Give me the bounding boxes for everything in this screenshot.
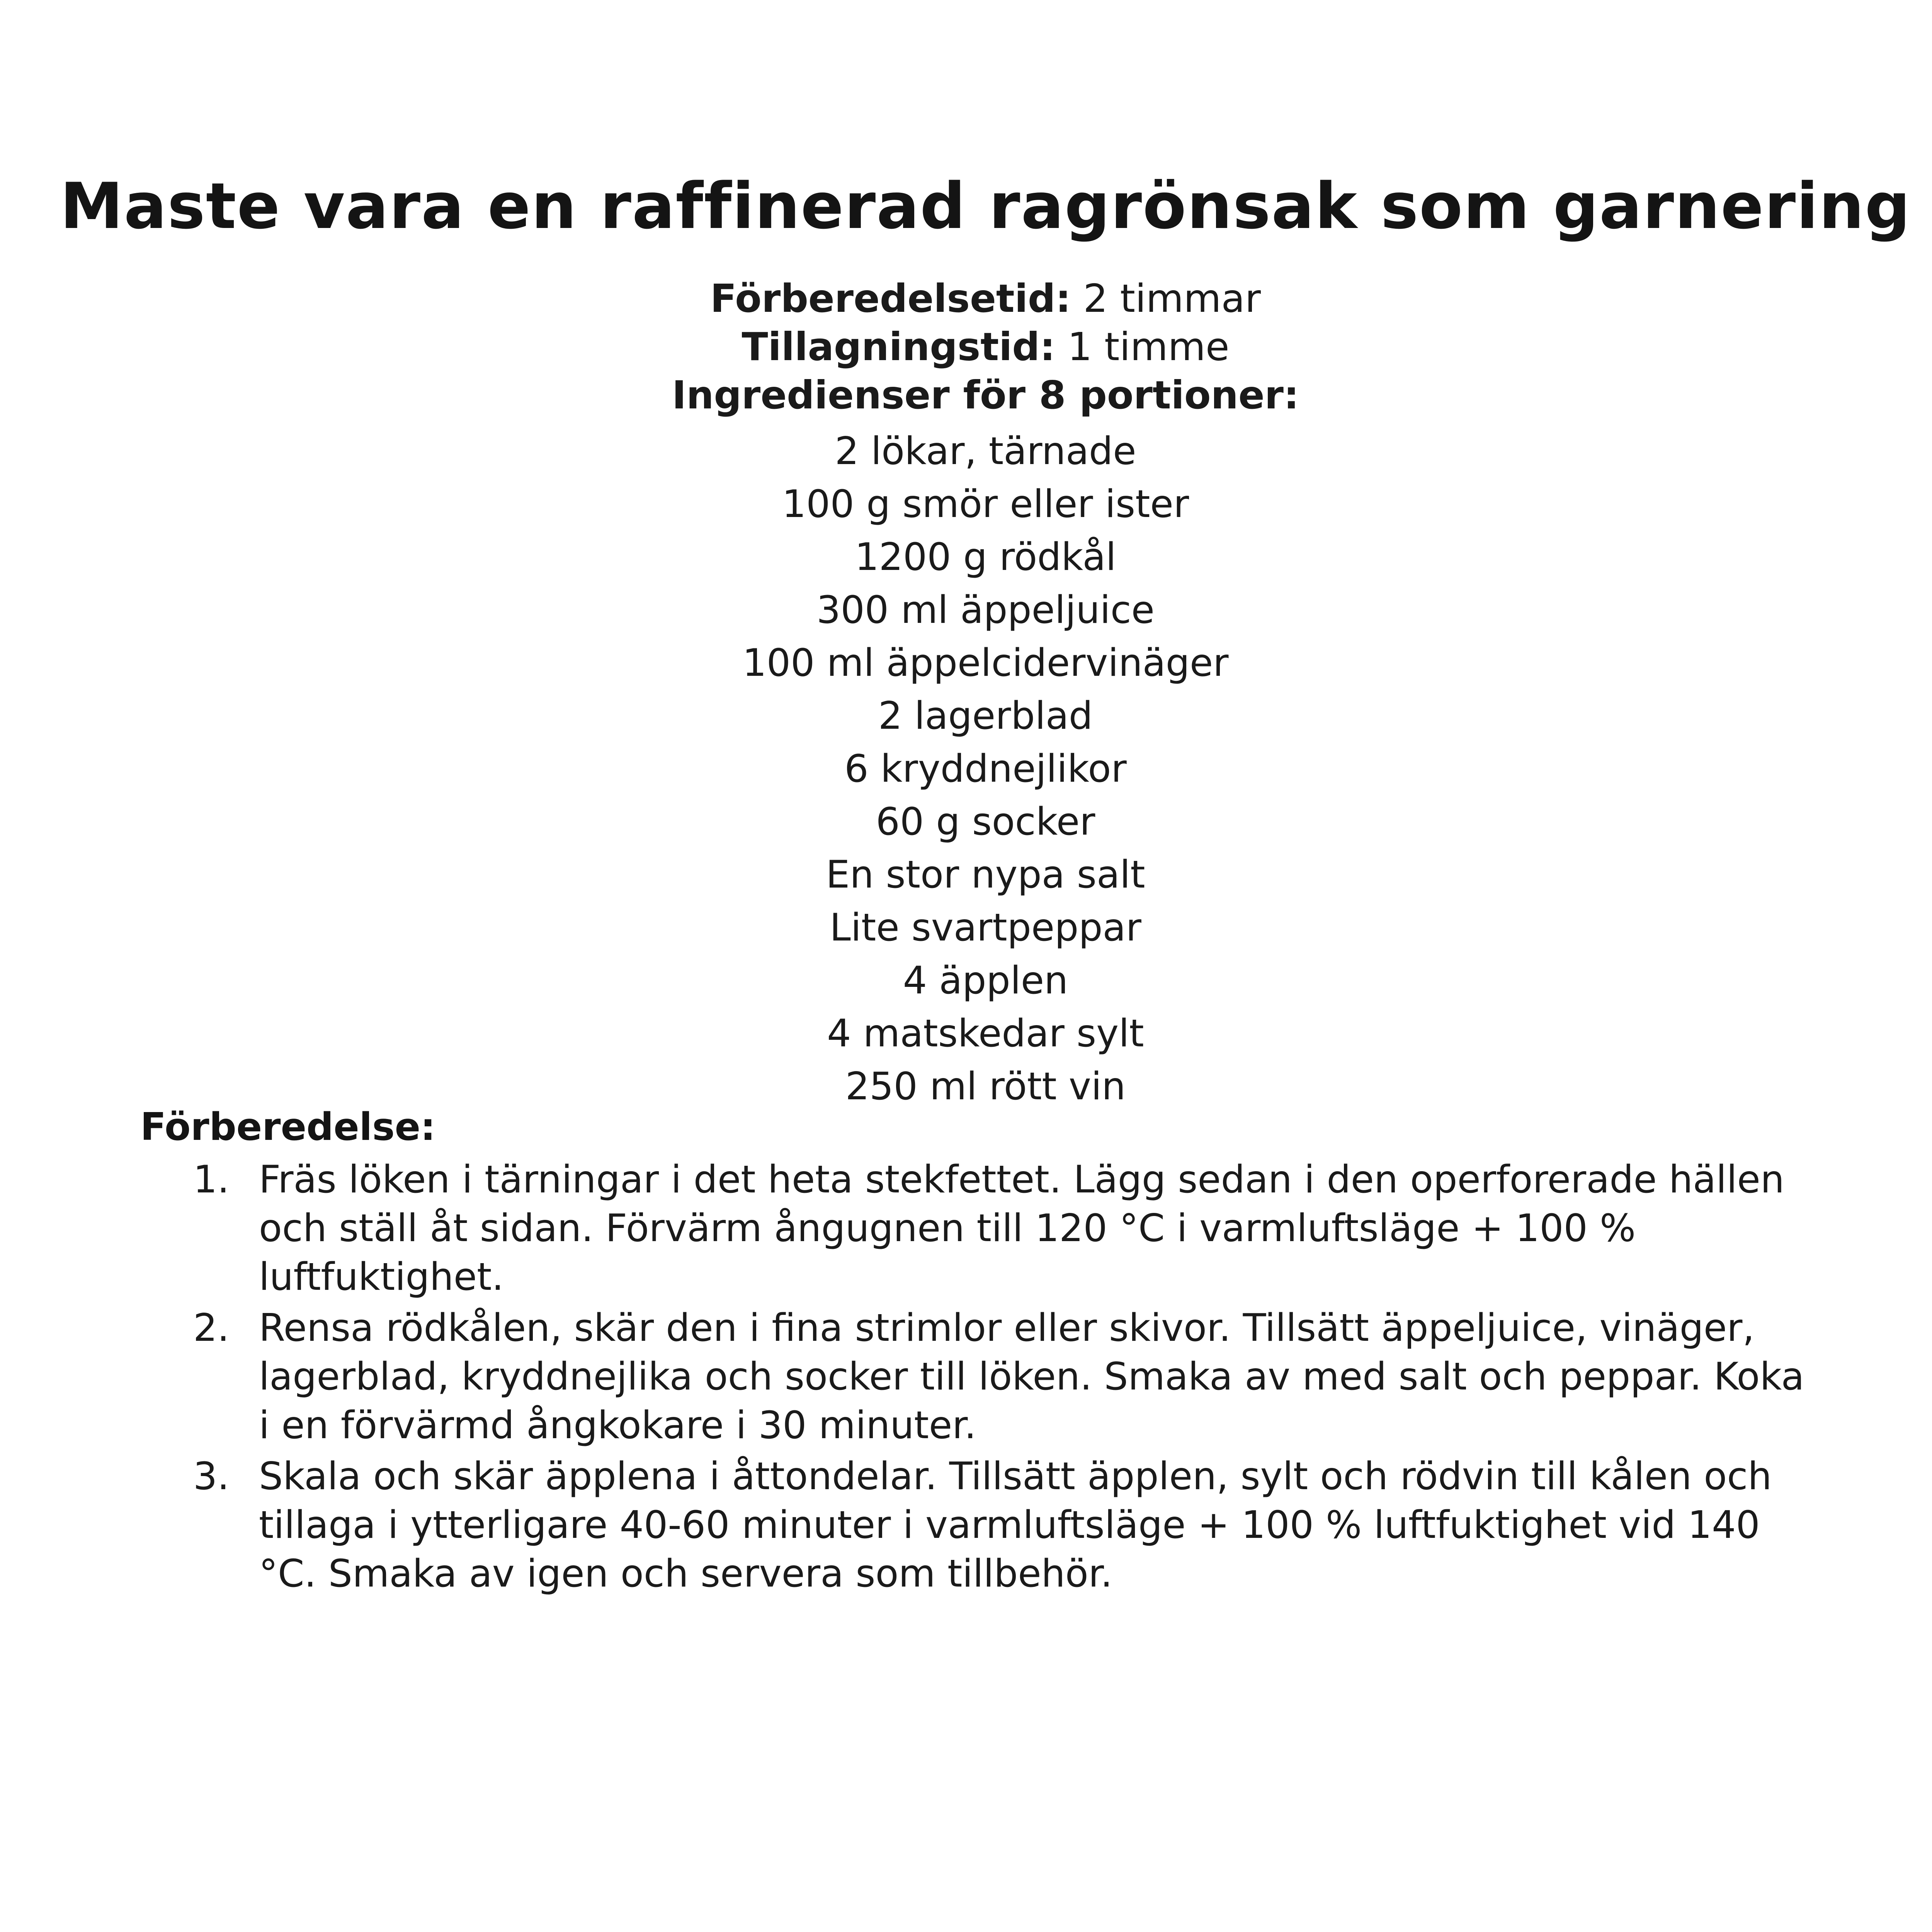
recipe-meta — [0, 274, 1932, 419]
step-item — [193, 1155, 1816, 1301]
ingredient-list — [0, 425, 1932, 1113]
ingredient-item: 4 matskedar sylt — [827, 1012, 1144, 1056]
ingredient-item: 1200 g rödkål — [855, 535, 1116, 579]
prep-time — [0, 274, 1932, 323]
cook-time-value: 1 timme — [1055, 324, 1230, 369]
prep-time-label: Förberedelsetid: — [710, 276, 1071, 321]
step-number: 1. — [193, 1158, 230, 1202]
step-number: 2. — [193, 1306, 230, 1350]
ingredient-item: 250 ml rött vin — [845, 1065, 1126, 1109]
ingredient-item: 60 g socker — [876, 800, 1095, 844]
ingredient-item: 100 ml äppelcidervinäger — [742, 641, 1229, 685]
recipe-title: Maste vara en raffinerad ragrönsak som garnering — [60, 169, 1911, 243]
ingredient-item: 2 lökar, tärnade — [835, 429, 1136, 473]
cook-time — [0, 323, 1932, 371]
step-text: Skala och skär äpplena i åttondelar. Tillsätt äpplen, sylt och rödvin till kålen och tillaga i ytterligare 40-60 minuter i varmluftsläge + 100 % luftfuktighet vid 140 °C. Smaka av igen och servera som tillbehör. — [259, 1454, 1772, 1596]
ingredient-item: Lite svartpeppar — [830, 906, 1141, 950]
prep-time-value: 2 timmar — [1071, 276, 1261, 321]
step-text: Rensa rödkålen, skär den i fina strimlor eller skivor. Tillsätt äppeljuice, vinäger, lagerblad, kryddnejlika och socker till löken. Smaka av med salt och peppar. Koka i en förvärmd ångkokare i 30 minuter. — [259, 1306, 1804, 1447]
ingredient-item: 4 äpplen — [903, 959, 1068, 1003]
ingredient-item: 300 ml äppeljuice — [816, 588, 1155, 632]
step-text: Fräs löken i tärningar i det heta stekfettet. Lägg sedan i den operforerade hällen och ställ åt sidan. Förvärm ångugnen till 120 °C i varmluftsläge + 100 % luftfuktighet. — [259, 1158, 1784, 1299]
ingredient-item: 6 kryddnejlikor — [844, 747, 1127, 791]
cook-time-label: Tillagningstid: — [742, 324, 1055, 369]
preparation-steps — [193, 1155, 1816, 1600]
preparation-heading: Förberedelse: — [140, 1105, 436, 1149]
step-number: 3. — [193, 1454, 230, 1498]
step-item — [193, 1304, 1816, 1450]
ingredient-item: 2 lagerblad — [878, 694, 1093, 738]
ingredient-item: En stor nypa salt — [826, 853, 1145, 897]
ingredients-heading: Ingredienser för 8 portioner: — [672, 372, 1299, 418]
ingredient-item: 100 g smör eller ister — [782, 482, 1189, 526]
step-item — [193, 1452, 1816, 1598]
